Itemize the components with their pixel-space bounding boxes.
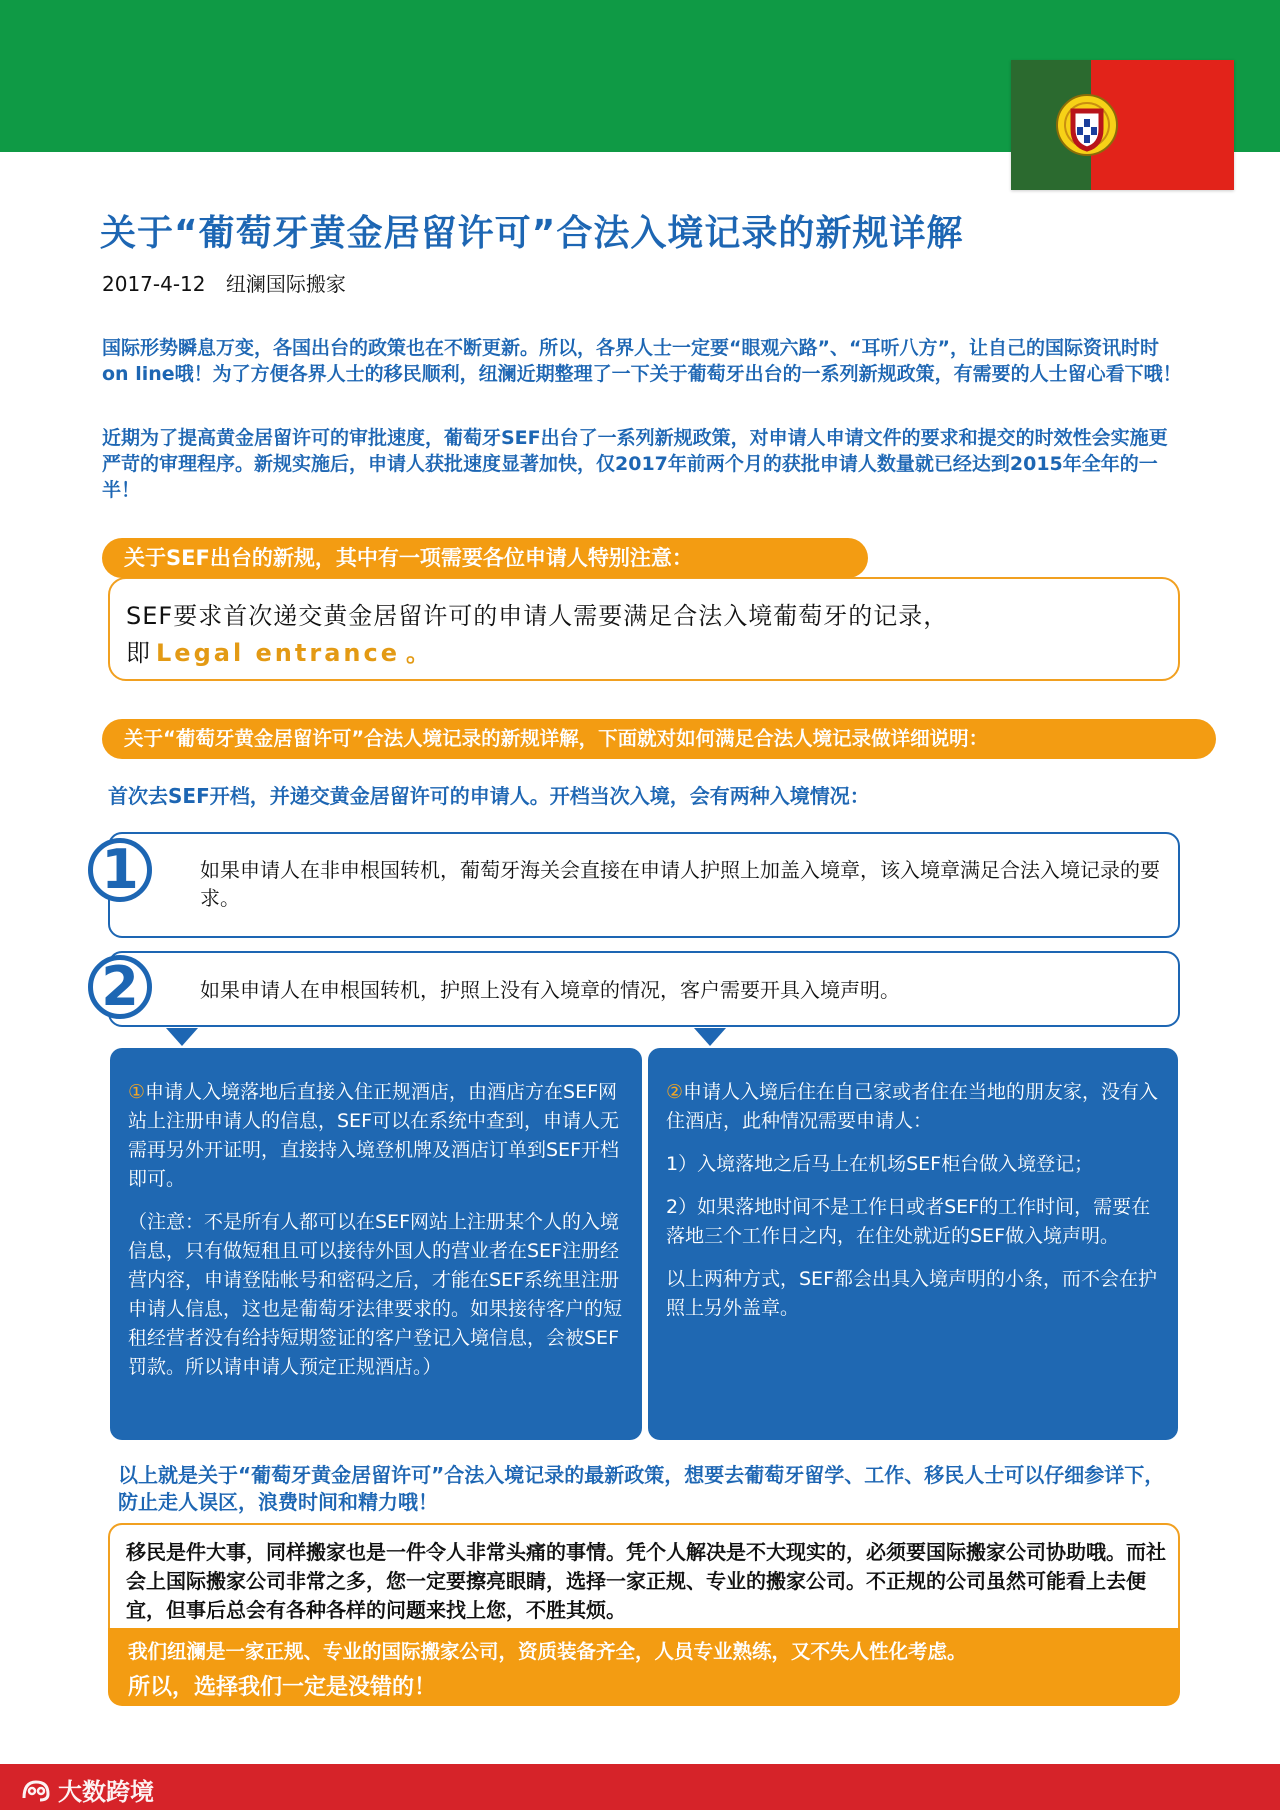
- logo-text: 大数跨境: [58, 1778, 154, 1806]
- option-2-step-1: 1）入境落地之后马上在机场SEF柜台做入境登记；: [666, 1153, 1094, 1175]
- sef-requirement-text: SEF要求首次递交黄金居留许可的申请人需要满足合法入境葡萄牙的记录，: [126, 602, 949, 630]
- option-1-panel: [110, 1048, 642, 1440]
- legal-entrance-term: Legal entrance: [156, 639, 400, 667]
- option-2-panel: [648, 1048, 1178, 1440]
- promo-line-2: 所以，选择我们一定是没错的！: [128, 1675, 437, 1700]
- intro-paragraph-2: 近期为了提高黄金居留许可的审批速度，葡萄牙SEF出台了一系列新规政策，对申请人申请文件的要求和提交的时效性会实施更严苛的审理程序。新规实施后，申请人获批速度显著加快，仅2017年前两个月的获批申请人数量就已经达到2015年全年的一半！: [102, 427, 1168, 501]
- byline: [102, 268, 346, 297]
- promo-line-1: 我们纽澜是一家正规、专业的国际搬家公司，资质装备齐全，人员专业熟练，又不失人性化考虑。: [128, 1640, 967, 1663]
- case-1-text: 如果申请人在非申根国转机，葡萄牙海关会直接在申请人护照上加盖入境章，该入境章满足合法入境记录的要求。: [200, 858, 1160, 910]
- legal-suffix: 。: [405, 639, 433, 667]
- portugal-coat-of-arms-icon: [1051, 87, 1123, 163]
- option-2-paragraph-1: [666, 1078, 1160, 1136]
- option-2-marker: ②: [666, 1081, 684, 1103]
- option-2-summary: 以上两种方式，SEF都会出具入境声明的小条，而不会在护照上另外盖章。: [666, 1268, 1157, 1319]
- publish-date: 2017-4-12: [102, 272, 206, 296]
- conclusion-text: 以上就是关于“葡萄牙黄金居留许可”合法入境记录的最新政策，想要去葡萄牙留学、工作、移民人士可以仔细参详下，防止走人误区，浪费时间和精力哦！: [118, 1463, 1165, 1514]
- arrow-down-icon: [694, 1028, 726, 1046]
- arrow-down-icon: [166, 1028, 198, 1046]
- watermark-logo: [20, 1772, 154, 1807]
- option-1-note: （注意：不是所有人都可以在SEF网站上注册某个人的入境信息，只有做短租且可以接待外国人的营业者在SEF注册经营内容，申请登陆帐号和密码之后，才能在SEF系统里注册申请人信息，这也是葡萄牙法律要求的。如果接待客户的短租经营者没有给持短期签证的客户登记入境信息，会被SEF罚款。所以请申请人预定正规酒店。）: [128, 1211, 623, 1378]
- page-title: 关于“葡萄牙黄金居留许可”合法入境记录的新规详解: [100, 213, 964, 254]
- moving-advice-text: 移民是件大事，同样搬家也是一件令人非常头痛的事情。凭个人解决是不大现实的，必须要国际搬家公司协助哦。而社会上国际搬家公司非常之多，您一定要擦亮眼睛，选择一家正规、专业的搬家公司。不正规的公司虽然可能看上去便宜，但事后总会有各种各样的问题来找上您，不胜其烦。: [126, 1540, 1166, 1622]
- company-promo-band: [108, 1628, 1180, 1706]
- legal-entrance-line: [126, 633, 433, 668]
- author: 纽澜国际搬家: [225, 272, 346, 296]
- option-2-step-2: 2）如果落地时间不是工作日或者SEF的工作时间，需要在落地三个工作日之内，在住处就近的SEF做入境声明。: [666, 1196, 1151, 1247]
- option-1-paragraph-1: [128, 1078, 624, 1194]
- option-1-text: 申请人入境落地后直接入住正规酒店，由酒店方在SEF网站上注册申请人的信息，SEF可以在系统中查到，申请人无需再另外开证明，直接持入境登机牌及酒店订单到SEF开档即可。: [128, 1081, 619, 1190]
- option-2-text: 申请人入境后住在自己家或者住在当地的朋友家，没有入住酒店，此种情况需要申请人：: [666, 1081, 1159, 1132]
- legal-prefix: 即: [126, 639, 150, 667]
- bottom-red-band: [0, 1764, 1280, 1810]
- case-1-number: 1: [88, 838, 152, 902]
- details-pill: 关于“葡萄牙黄金居留许可”合法人境记录的新规详解，下面就对如何满足合法人境记录做详细说明：: [102, 719, 1216, 759]
- case-2-number: 2: [88, 955, 152, 1019]
- sef-notice-pill: 关于SEF出台的新规，其中有一项需要各位申请人特别注意：: [102, 538, 868, 578]
- details-subhead: 首次去SEF开档，并递交黄金居留许可的申请人。开档当次入境，会有两种入境情况：: [108, 784, 870, 808]
- tiger-logo-icon: [20, 1776, 52, 1804]
- case-2-text: 如果申请人在申根国转机，护照上没有入境章的情况，客户需要开具入境声明。: [200, 978, 900, 1002]
- portugal-flag: [1011, 60, 1234, 190]
- option-1-marker: ①: [128, 1081, 146, 1103]
- intro-paragraph-1: 国际形势瞬息万变，各国出台的政策也在不断更新。所以，各界人士一定要“眼观六路”、“耳听八方”，让自己的国际资讯时时on line哦！为了方便各界人士的移民顺利，纽澜近期整理了一下关于葡萄牙出台的一系列新规政策，有需要的人士留心看下哦！: [102, 337, 1182, 385]
